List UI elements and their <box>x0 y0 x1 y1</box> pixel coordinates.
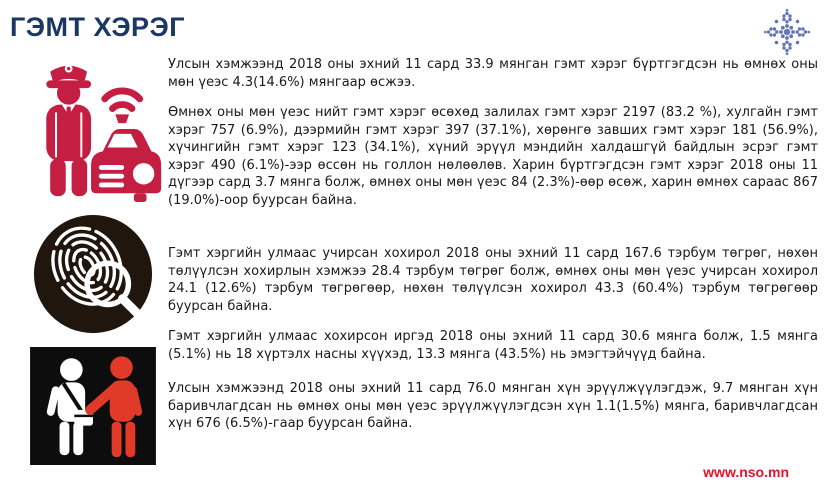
main-content <box>18 56 818 465</box>
paragraph-damages: Гэмт хэргийн улмаас учирсан хохирол 2018 оны эхний 11 сард 167.6 тэрбум төгрөг, нөхөн төлүүлсэн хохирлын хэмжээ 28.4 тэрбум төгрөг болж, өмнөх оны мөн үеэс учирсан хохирол 24.1 (12.6%) тэрбум төгрөгөөр, нөхөн төлүүлсэн хохирол 43.3 (60.4%) тэрбум төгрөгөөр буурсан байна. <box>168 246 818 314</box>
nso-emblem-logo <box>763 8 811 56</box>
page-title: ГЭМТ ХЭРЭГ <box>10 12 186 42</box>
paragraph-victims: Гэмт хэргийн улмаас хохирсон иргэд 2018 оны эхний 11 сард 30.6 мянга болж, 1.5 мянга (5.1%) нь 18 хүртэлх насны хүүхэд, 13.3 мянга (43.5%) нь эмэгтэйчүүд байна. <box>168 329 818 362</box>
paragraph-detentions: Улсын хэмжээнд 2018 оны эхний 11 сард 76.0 мянган хүн эрүүлжүүлэгдэж, 9.7 мянган хүн баривчлагдсан нь өмнөх оны мөн үеэс эрүүлжүүлэгдсэн хүн 1.1(1.5%) мянга, баривчлагдсан хүн 676 (6.5%)-гаар буурсан байна. <box>168 381 818 431</box>
police-officer-car-icon <box>24 56 162 202</box>
nso-website-link[interactable]: www.nso.mn <box>703 464 789 480</box>
report-text <box>168 56 818 465</box>
pickpocket-icon <box>30 347 156 465</box>
fingerprint-search-icon <box>30 211 156 337</box>
paragraph-registered-crimes: Улсын хэмжээнд 2018 оны эхний 11 сард 33.9 мянган гэмт хэрэг бүртгэгдсэн нь өмнөх оны мөн үеэс 4.3(14.6%) мянгаар өсжээ. <box>168 57 818 90</box>
emblem-pattern <box>764 9 810 55</box>
paragraph-crime-types: Өмнөх оны мөн үеэс нийт гэмт хэрэг өсөхөд залилах гэмт хэрэг 2197 (83.2 %), хулгайн гэмт хэрэг 757 (6.9%), дээрмийн гэмт хэрэг 397 (37.1%), хөрөнгө завших гэмт хэрэг 181 (56.9%), хүчингийн гэмт хэрэг 123 (34.1%), хүний эрүүл мэндийн халдашгүй байдлын эсрэг гэмт хэрэг 490 (6.1%)-ээр өссөн нь голлон нөлөөлөв. Харин бүртгэгдсэн гэмт хэрэг 2018 оны 11 дүгээр сард 3.7 мянга болж, өмнөх оны мөн үеэс 84 (2.3%)-өөр өсөж, харин өмнөх сараас 867 (19.0%)-оор буурсан байна. <box>168 105 818 208</box>
icon-column <box>18 56 168 465</box>
